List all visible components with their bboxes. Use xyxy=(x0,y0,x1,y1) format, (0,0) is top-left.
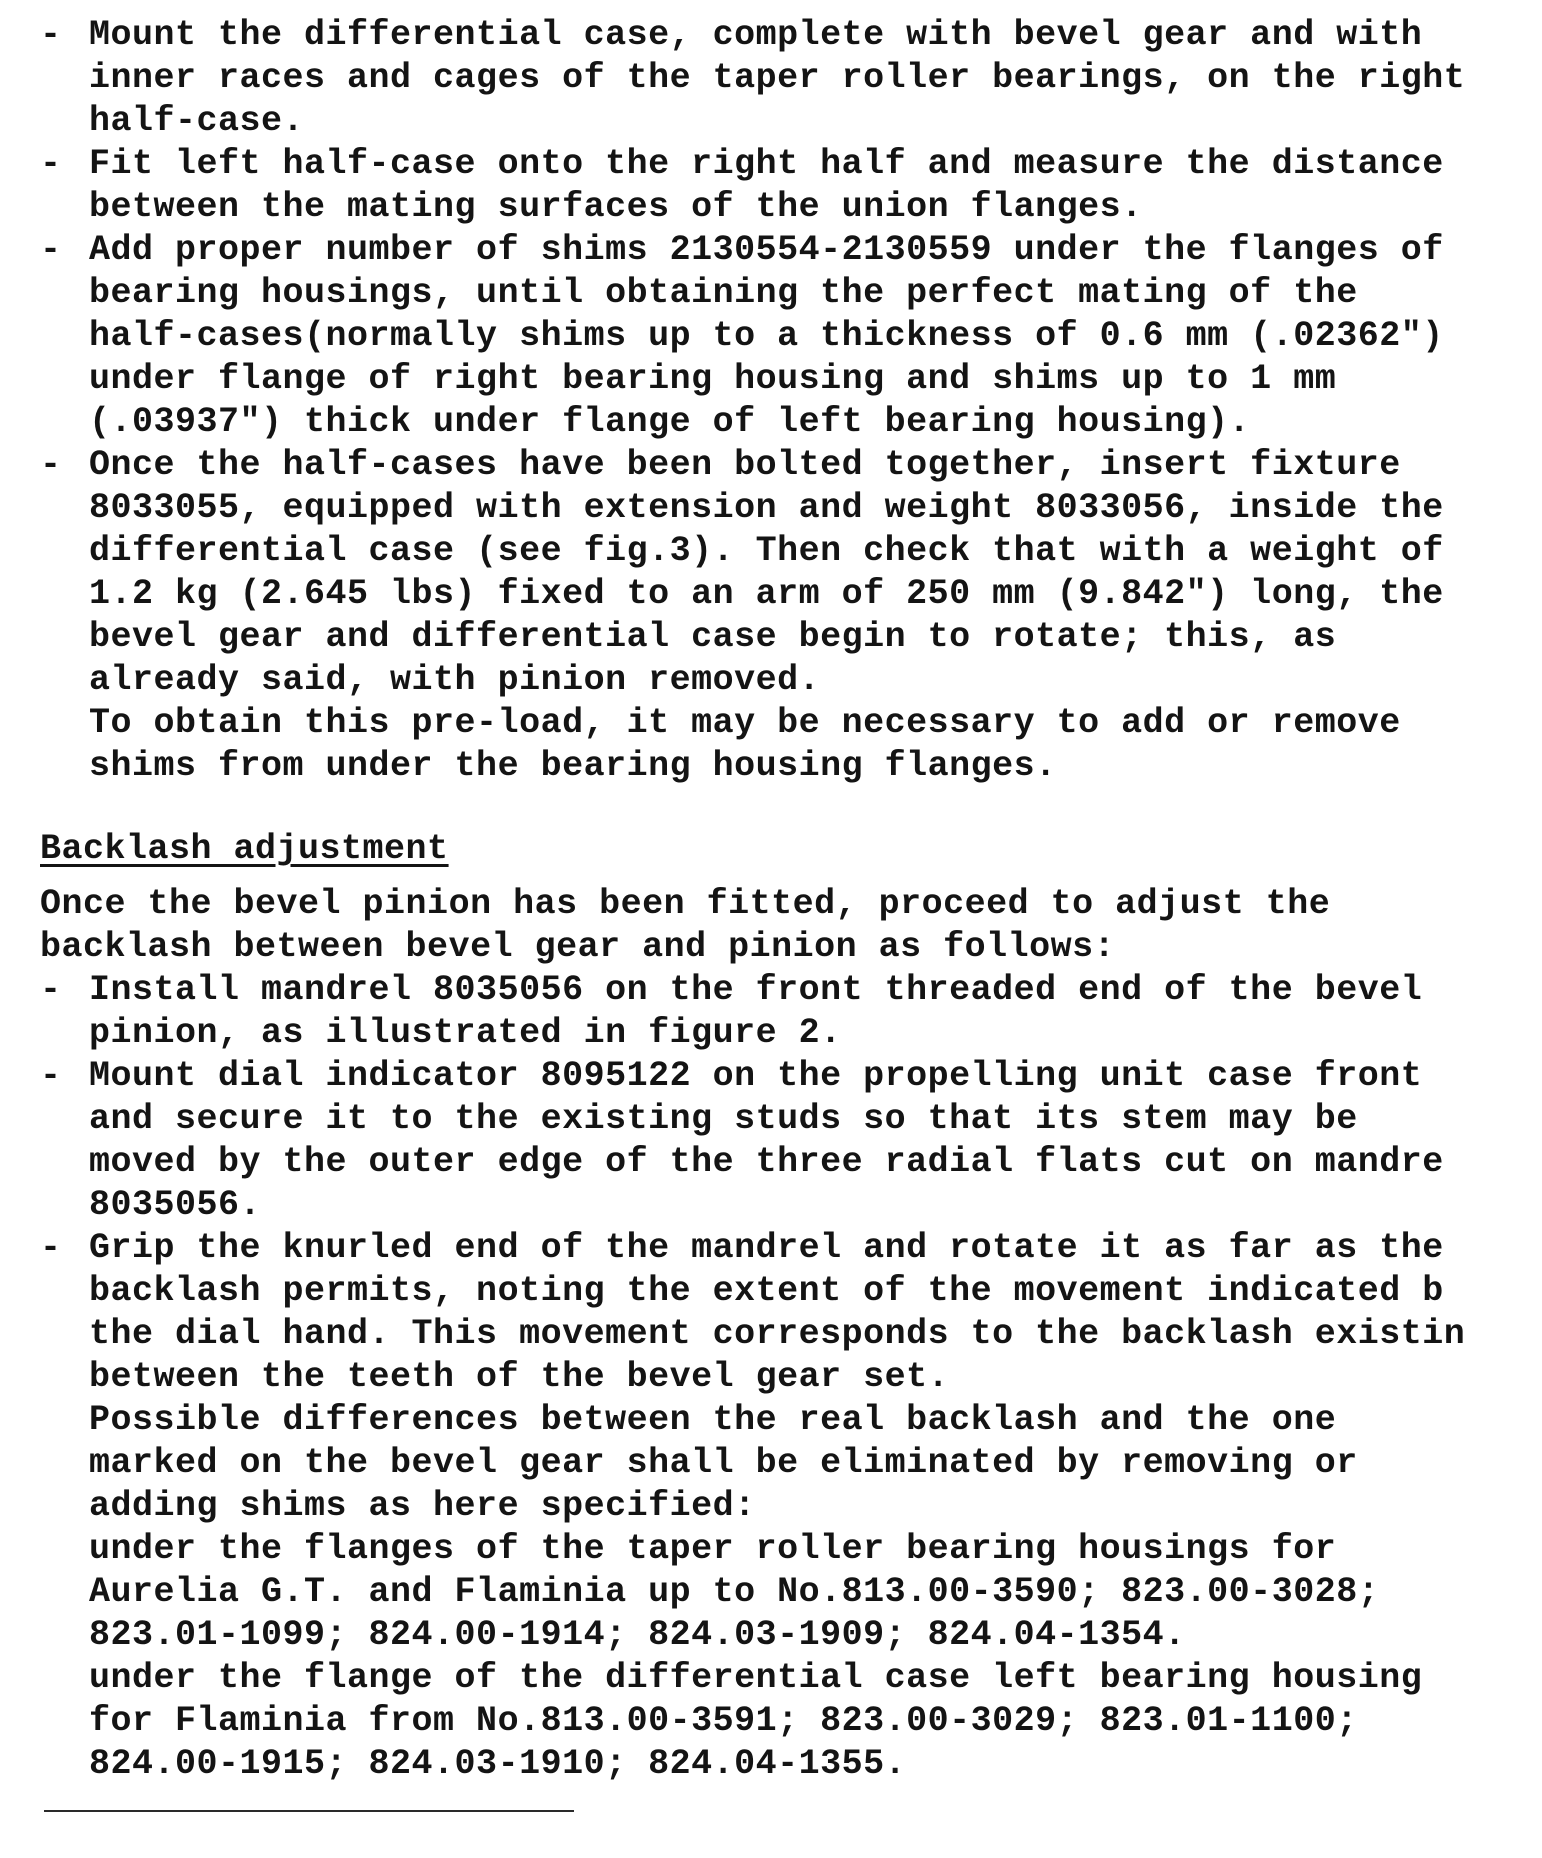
procedure-list-bottom xyxy=(40,969,1522,1786)
text-line: under flange of right bearing housing and shims up to 1 mm xyxy=(89,359,1337,399)
text-line: 1.2 kg (2.645 lbs) fixed to an arm of 250 mm (9.842") long, the xyxy=(89,574,1444,614)
bullet-dash: - xyxy=(40,144,62,184)
text-line: already said, with pinion removed. xyxy=(89,660,821,700)
section-heading-text: Backlash adjustment xyxy=(40,829,449,869)
bullet-dash: - xyxy=(40,1056,62,1096)
intro-paragraph xyxy=(40,883,1522,969)
text-line: pinion, as illustrated in figure 2. xyxy=(89,1013,842,1053)
text-line: differential case (see fig.3). Then check that with a weight of xyxy=(89,531,1444,571)
text-line: between the teeth of the bevel gear set. xyxy=(89,1357,950,1397)
section-heading xyxy=(40,828,1522,883)
text-line: 8033055, equipped with extension and weight 8033056, inside the xyxy=(89,488,1444,528)
list-item xyxy=(40,969,1522,1055)
text-line: backlash between bevel gear and pinion as follows: xyxy=(40,927,1116,967)
procedure-list-top xyxy=(40,14,1522,788)
text-line: Aurelia G.T. and Flaminia up to No.813.00-3590; 823.00-3028; xyxy=(89,1572,1380,1612)
bottom-rule xyxy=(44,1810,574,1812)
text-line: under the flange of the differential case left bearing housing xyxy=(89,1658,1423,1698)
bullet-dash: - xyxy=(40,230,62,270)
list-item xyxy=(40,229,1522,444)
list-item xyxy=(40,1227,1522,1786)
bullet-dash: - xyxy=(40,445,62,485)
text-line: inner races and cages of the taper roller bearings, on the right xyxy=(89,58,1466,98)
list-item xyxy=(40,14,1522,143)
text-line: Grip the knurled end of the mandrel and rotate it as far as the xyxy=(89,1228,1444,1268)
text-line: To obtain this pre-load, it may be necessary to add or remove xyxy=(89,703,1401,743)
text-line: between the mating surfaces of the union flanges. xyxy=(89,187,1143,227)
text-line: Mount the differential case, complete with bevel gear and with xyxy=(89,15,1423,55)
text-line: adding shims as here specified: xyxy=(89,1486,756,1526)
text-line: under the flanges of the taper roller bearing housings for xyxy=(89,1529,1337,1569)
text-line: moved by the outer edge of the three radial flats cut on mandre xyxy=(89,1142,1444,1182)
text-line: Possible differences between the real backlash and the one xyxy=(89,1400,1337,1440)
text-line: Mount dial indicator 8095122 on the propelling unit case front xyxy=(89,1056,1423,1096)
list-item xyxy=(40,1055,1522,1227)
text-line: Add proper number of shims 2130554-2130559 under the flanges of xyxy=(89,230,1444,270)
text-line: Install mandrel 8035056 on the front threaded end of the bevel xyxy=(89,970,1423,1010)
list-item xyxy=(40,143,1522,229)
text-line: shims from under the bearing housing flanges. xyxy=(89,746,1057,786)
list-item xyxy=(40,444,1522,788)
text-line: 823.01-1099; 824.00-1914; 824.03-1909; 824.04-1354. xyxy=(89,1615,1186,1655)
text-line: (.03937") thick under flange of left bearing housing). xyxy=(89,402,1251,442)
text-line: bevel gear and differential case begin to rotate; this, as xyxy=(89,617,1337,657)
text-line: bearing housings, until obtaining the perfect mating of the xyxy=(89,273,1358,313)
text-line: Once the bevel pinion has been fitted, proceed to adjust the xyxy=(40,884,1331,924)
text-line: half-cases(normally shims up to a thickness of 0.6 mm (.02362") xyxy=(89,316,1444,356)
text-line: 824.00-1915; 824.03-1910; 824.04-1355. xyxy=(89,1744,907,1784)
text-line: half-case. xyxy=(89,101,305,141)
text-line: the dial hand. This movement corresponds to the backlash existin xyxy=(89,1314,1466,1354)
text-line: Fit left half-case onto the right half and measure the distance xyxy=(89,144,1444,184)
text-line: 8035056. xyxy=(89,1185,262,1225)
bullet-dash: - xyxy=(40,1228,62,1268)
text-line: Once the half-cases have been bolted together, insert fixture xyxy=(89,445,1401,485)
text-line: and secure it to the existing studs so that its stem may be xyxy=(89,1099,1358,1139)
text-line: marked on the bevel gear shall be eliminated by removing or xyxy=(89,1443,1358,1483)
bullet-dash: - xyxy=(40,970,62,1010)
bullet-dash: - xyxy=(40,15,62,55)
text-line: for Flaminia from No.813.00-3591; 823.00-3029; 823.01-1100; xyxy=(89,1701,1358,1741)
text-line: backlash permits, noting the extent of the movement indicated b xyxy=(89,1271,1444,1311)
